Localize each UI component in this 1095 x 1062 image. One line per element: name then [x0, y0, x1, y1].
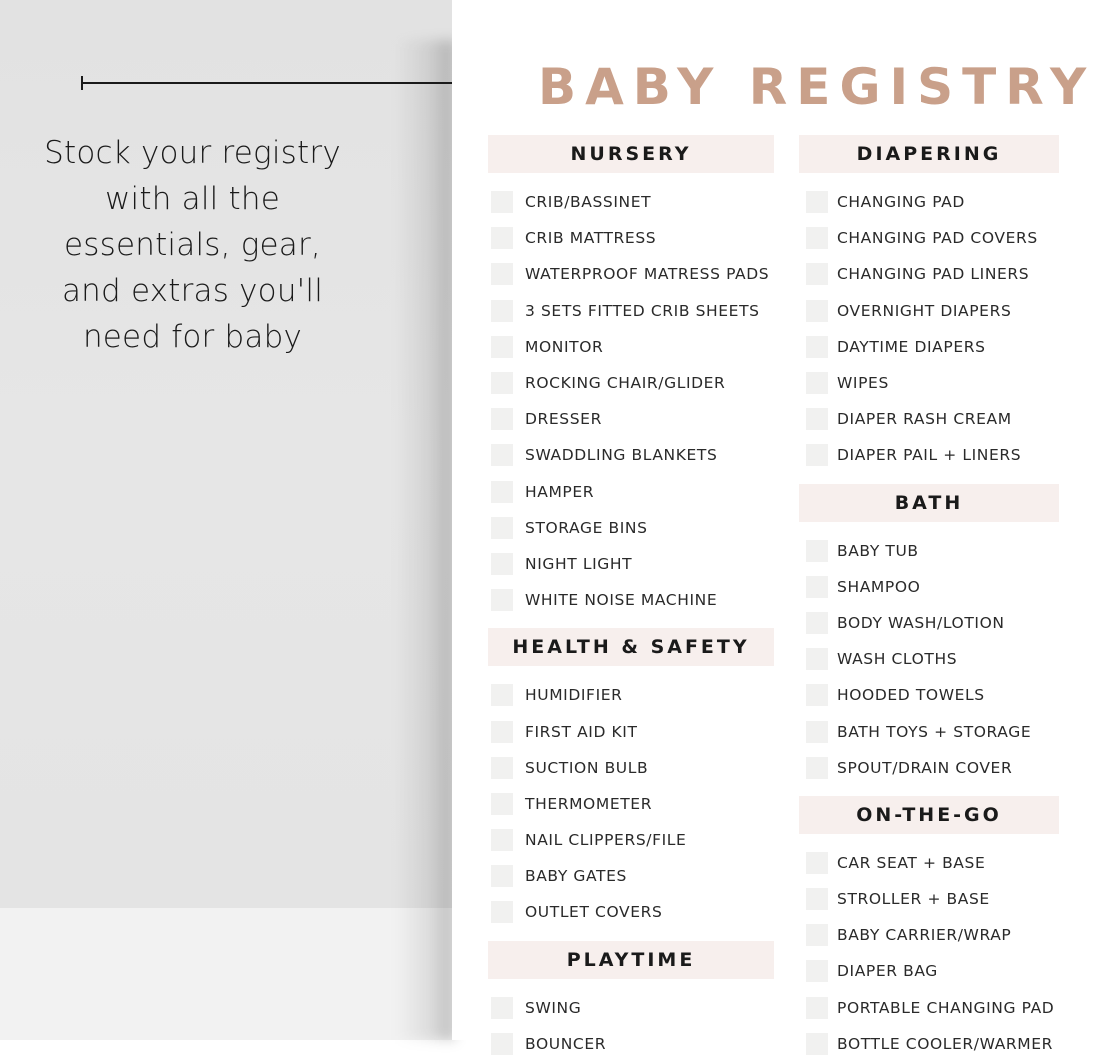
checklist-item-label: CHANGING PAD — [837, 193, 965, 212]
checkbox-icon — [491, 444, 513, 466]
checkbox-icon — [491, 829, 513, 851]
checklist-item-label: DIAPER BAG — [837, 962, 938, 981]
promo-text: Stock your registry with all the essentials, gear, and extras you'll need for baby — [44, 135, 341, 355]
section-heading-nursery: NURSERY — [488, 135, 774, 173]
checkbox-icon — [806, 227, 828, 249]
checkbox-icon — [806, 721, 828, 743]
checkbox-icon — [806, 191, 828, 213]
checklist-item-label: BABY GATES — [525, 867, 627, 886]
checkbox-icon — [806, 576, 828, 598]
checkbox-icon — [491, 300, 513, 322]
section-heading-diapering: DIAPERING — [799, 135, 1059, 173]
checklist-item-label: DIAPER PAIL + LINERS — [837, 446, 1022, 465]
checklist-item-label: SWADDLING BLANKETS — [525, 446, 718, 465]
checklist-item-label: SUCTION BULB — [525, 758, 649, 777]
checkbox-icon — [806, 684, 828, 706]
section-gap — [799, 786, 1059, 796]
checklist-item-label: CRIB MATTRESS — [525, 229, 657, 248]
checklist-item-label: HAMPER — [525, 482, 595, 501]
checklist-item — [488, 822, 778, 858]
checkbox-icon — [491, 997, 513, 1019]
checklist-item-label: WATERPROOF MATRESS PADS — [525, 265, 770, 284]
checklist-item-label: BODY WASH/LOTION — [837, 613, 1005, 632]
checklist-item-label: DRESSER — [525, 410, 602, 429]
checklist-item-label: MONITOR — [525, 337, 604, 356]
checklist-item — [488, 437, 778, 473]
checklist-item — [799, 990, 1059, 1026]
checklist-item — [799, 329, 1059, 365]
checklist-item-label: NAIL CLIPPERS/FILE — [525, 831, 687, 850]
checklist-item-label: PORTABLE CHANGING PAD — [837, 998, 1055, 1017]
checklist-item-label: HOODED TOWELS — [837, 686, 985, 705]
checklist-item — [488, 474, 778, 510]
checklist-item-label: BABY CARRIER/WRAP — [837, 926, 1012, 945]
checklist-item — [488, 329, 778, 365]
checklist-item — [488, 510, 778, 546]
checklist-item — [488, 256, 778, 292]
checkbox-icon — [806, 300, 828, 322]
checklist-item-label: BATH TOYS + STORAGE — [837, 722, 1032, 741]
right-column — [799, 135, 1059, 1062]
checklist-item-label: WHITE NOISE MACHINE — [525, 591, 718, 610]
checklist-item — [799, 881, 1059, 917]
checkbox-icon — [806, 540, 828, 562]
section-gap — [488, 618, 778, 628]
checkbox-icon — [806, 444, 828, 466]
checklist-item-label: SHAMPOO — [837, 577, 921, 596]
checkbox-icon — [491, 263, 513, 285]
registry-page — [452, 0, 1095, 1053]
checkbox-icon — [491, 589, 513, 611]
checklist-item — [799, 569, 1059, 605]
checklist-item-label: WIPES — [837, 374, 889, 393]
checklist-item-label: BOTTLE COOLER/WARMER — [837, 1034, 1054, 1053]
section-heading-bath: BATH — [799, 484, 1059, 522]
checkbox-icon — [806, 1033, 828, 1055]
checkbox-icon — [806, 263, 828, 285]
checklist-item — [488, 713, 778, 749]
checklist-item — [799, 293, 1059, 329]
checklist-item — [799, 641, 1059, 677]
checklist-item-label: SPOUT/DRAIN COVER — [837, 758, 1013, 777]
checklist-item-label: DAYTIME DIAPERS — [837, 337, 986, 356]
checkbox-icon — [491, 227, 513, 249]
checklist-item-label: OUTLET COVERS — [525, 903, 663, 922]
checklist-item-label: SWING — [525, 998, 582, 1017]
checklist-item-label: STORAGE BINS — [525, 518, 648, 537]
checklist-item — [488, 750, 778, 786]
checklist-item — [488, 365, 778, 401]
checkbox-icon — [806, 852, 828, 874]
checklist-item — [799, 1026, 1059, 1062]
checklist-item — [488, 401, 778, 437]
checkbox-icon — [806, 888, 828, 910]
checkbox-icon — [491, 793, 513, 815]
checklist-item — [799, 953, 1059, 989]
checklist-item-label: FIRST AID KIT — [525, 722, 638, 741]
checklist-item — [799, 677, 1059, 713]
checklist-item — [799, 256, 1059, 292]
checklist-item — [488, 1026, 778, 1062]
checkbox-icon — [491, 865, 513, 887]
checklist-item-label: CHANGING PAD LINERS — [837, 265, 1030, 284]
section-gap — [799, 474, 1059, 484]
checklist-item — [488, 858, 778, 894]
checkbox-icon — [806, 997, 828, 1019]
checkbox-icon — [491, 901, 513, 923]
checklist-item-label: WASH CLOTHS — [837, 650, 958, 669]
checklist-item — [488, 786, 778, 822]
checkbox-icon — [806, 757, 828, 779]
checklist-item-label: ROCKING CHAIR/GLIDER — [525, 374, 726, 393]
checklist-item — [488, 220, 778, 256]
checklist-item — [488, 894, 778, 930]
checklist-item-label: BABY TUB — [837, 541, 919, 560]
checklist-item-label: CHANGING PAD COVERS — [837, 229, 1038, 248]
checklist-item — [488, 293, 778, 329]
checkbox-icon — [806, 336, 828, 358]
checkbox-icon — [806, 612, 828, 634]
checklist-item — [799, 437, 1059, 473]
checklist-item — [799, 605, 1059, 641]
checkbox-icon — [491, 684, 513, 706]
checkbox-icon — [491, 408, 513, 430]
checklist-item — [488, 677, 778, 713]
checklist-item-label: THERMOMETER — [525, 794, 653, 813]
checklist-item-label: CRIB/BASSINET — [525, 193, 652, 212]
checklist-item-label: 3 SETS FITTED CRIB SHEETS — [525, 301, 760, 320]
section-gap — [488, 931, 778, 941]
checklist-item — [488, 990, 778, 1026]
backdrop-floor — [0, 908, 452, 1040]
checklist-item-label: BOUNCER — [525, 1034, 607, 1053]
checklist-item — [799, 845, 1059, 881]
checklist-item — [799, 401, 1059, 437]
checkbox-icon — [806, 372, 828, 394]
checklist-item — [799, 220, 1059, 256]
checklist-item-label: NIGHT LIGHT — [525, 554, 633, 573]
checklist-item — [799, 917, 1059, 953]
checkbox-icon — [806, 960, 828, 982]
section-heading-on-the-go: ON-THE-GO — [799, 796, 1059, 834]
page-title: BABY REGISTRY — [538, 58, 1095, 116]
checklist-item — [799, 750, 1059, 786]
checkbox-icon — [491, 1033, 513, 1055]
pointer-line — [82, 82, 488, 84]
checkbox-icon — [491, 517, 513, 539]
checkbox-icon — [491, 336, 513, 358]
checkbox-icon — [491, 721, 513, 743]
page-shadow — [395, 40, 455, 1040]
checkbox-icon — [491, 757, 513, 779]
checklist-item — [799, 184, 1059, 220]
checklist-item — [799, 533, 1059, 569]
checklist-item — [488, 582, 778, 618]
checkbox-icon — [491, 553, 513, 575]
section-heading-health-safety: HEALTH & SAFETY — [488, 628, 774, 666]
section-heading-playtime: PLAYTIME — [488, 941, 774, 979]
checklist-item-label: STROLLER + BASE — [837, 890, 990, 909]
checklist-item — [488, 184, 778, 220]
checkbox-icon — [491, 372, 513, 394]
checklist-item-label: DIAPER RASH CREAM — [837, 410, 1012, 429]
checklist-item-label: OVERNIGHT DIAPERS — [837, 301, 1012, 320]
checkbox-icon — [491, 481, 513, 503]
checklist-item-label: CAR SEAT + BASE — [837, 853, 986, 872]
checklist-item-label: HUMIDIFIER — [525, 686, 623, 705]
checklist-item — [799, 713, 1059, 749]
left-column — [488, 135, 778, 1062]
checklist-item — [488, 546, 778, 582]
checklist-item — [799, 365, 1059, 401]
checkbox-icon — [806, 924, 828, 946]
checkbox-icon — [806, 408, 828, 430]
checkbox-icon — [491, 191, 513, 213]
checkbox-icon — [806, 648, 828, 670]
